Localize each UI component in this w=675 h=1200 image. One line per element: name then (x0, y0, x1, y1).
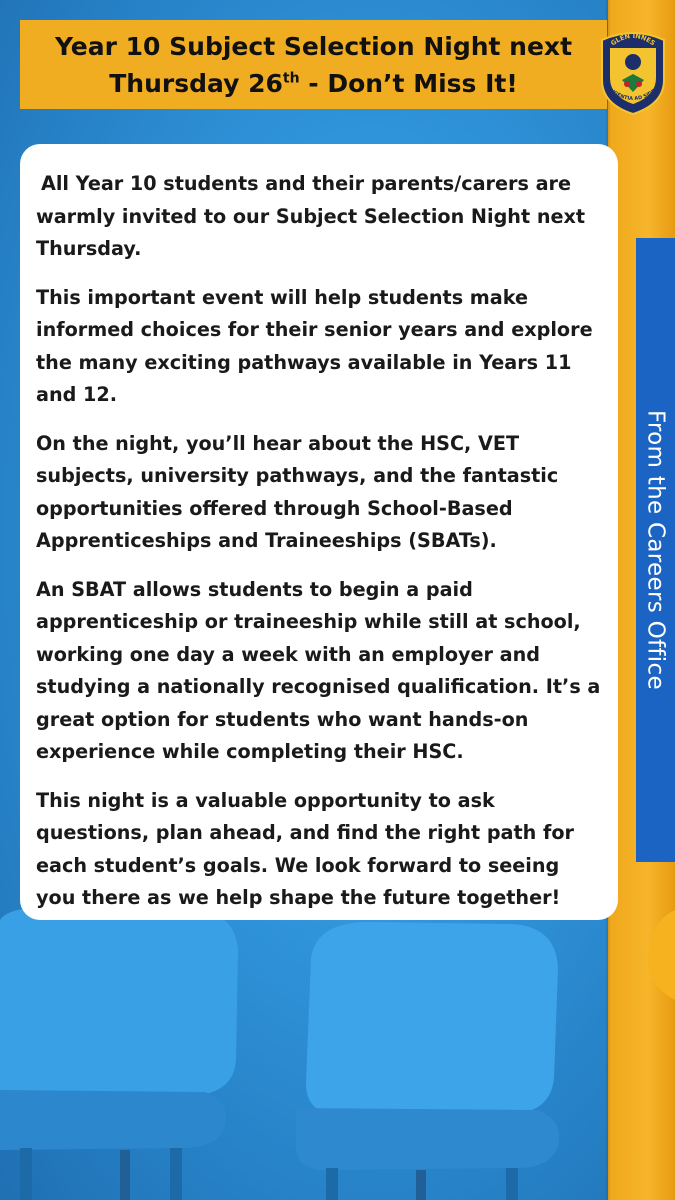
paragraph-closing: This night is a valuable opportunity to ask questions, plan ahead, and find the right path for each student’s goals. We look forward to seeing you there as we help shape the future together! (36, 788, 574, 909)
header-title-date-suffix: th (282, 70, 300, 87)
paragraph-topics: On the night, you’ll hear about the HSC, VET subjects, university pathways, and the fantastic opportunities offered through School-Based Apprenticeships and Traineeships (SBATs). (36, 431, 559, 552)
header-title-tagline: - Don’t Miss It! (299, 68, 518, 98)
chair-orange-image (640, 900, 675, 1010)
header-title-date: Thursday 26 (109, 68, 283, 98)
careers-office-label: From the Careers Office (642, 410, 669, 690)
crest-top-text: GLEN INNES (609, 31, 657, 48)
chair-left-image (0, 900, 250, 1200)
paragraph-invitation: All Year 10 students and their parents/carers are warmly invited to our Subject Selection Night next Thursday. (36, 172, 586, 260)
header-title-line-2 (109, 65, 518, 102)
careers-office-tab (636, 238, 675, 862)
chair-right-image (296, 918, 566, 1200)
school-crest-icon (594, 22, 672, 118)
header-banner (20, 20, 607, 109)
paragraph-sbat: An SBAT allows students to begin a paid apprenticeship or traineeship while still at school, working one day a week with an employer and studying a nationally recognised qualification. It’s a great option for students who want hands-on experience while completing their HSC. (36, 577, 601, 763)
paragraph-importance: This important event will help students make informed choices for their senior years and explore the many exciting pathways available in Years 11 and 12. (36, 285, 593, 406)
crest-motto-text: DILIGENTIA AD SIDERA (603, 83, 663, 103)
header-title-line-1: Year 10 Subject Selection Night next (54, 31, 573, 61)
content-card (20, 144, 618, 920)
